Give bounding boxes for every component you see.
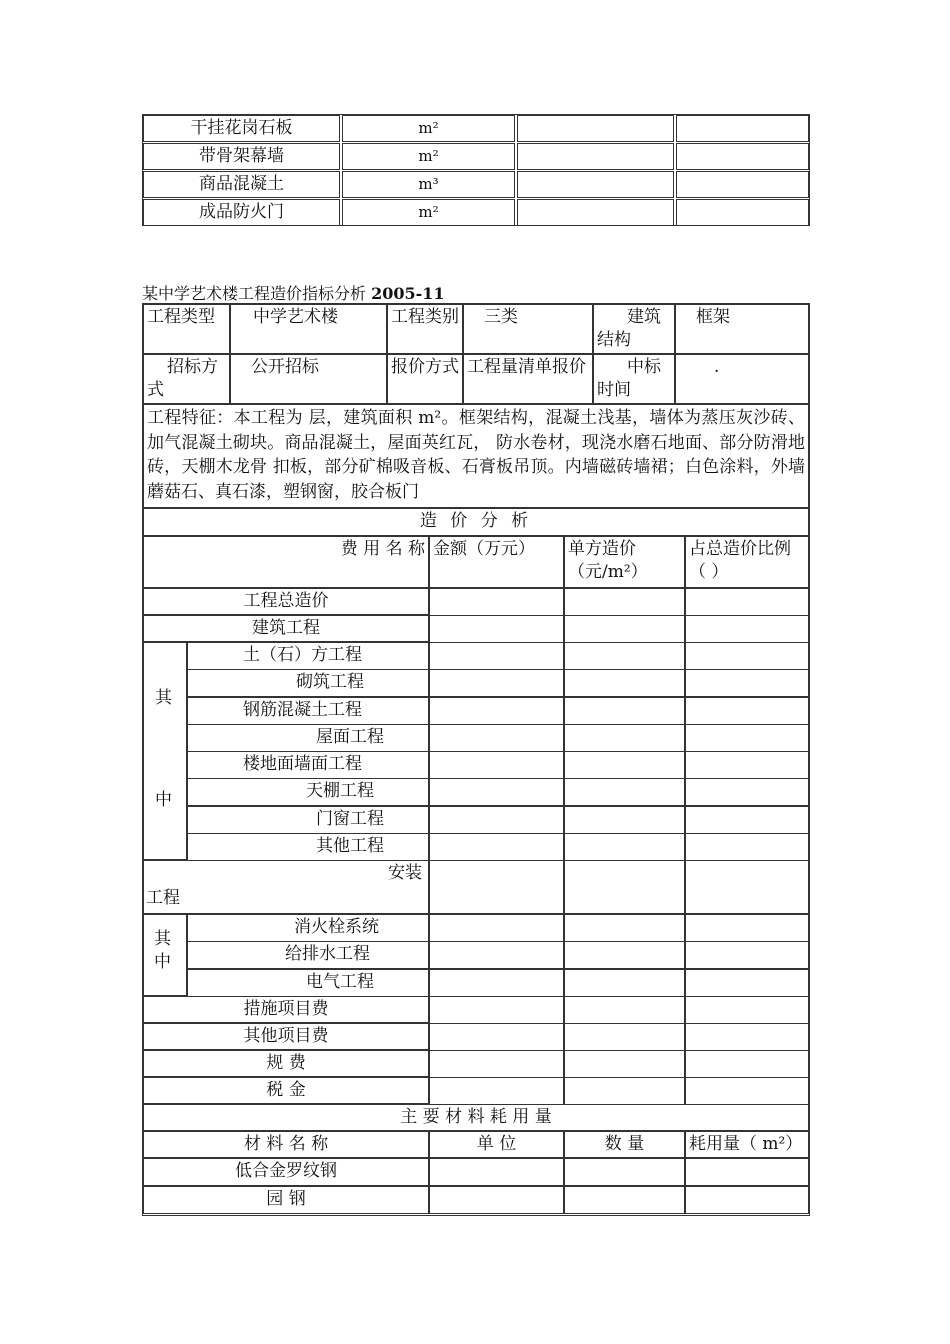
row-fees: 规 费 [143, 1050, 429, 1077]
value-cell [564, 914, 685, 942]
value-cell [429, 860, 564, 914]
install-item: 消火栓系统 [187, 914, 429, 942]
material-row-name: 园 钢 [143, 1186, 429, 1214]
col-amount: 金额（万元） [429, 536, 564, 588]
col-material-name: 材 料 名 称 [143, 1131, 429, 1158]
building-item: 楼地面墙面工程 [187, 751, 429, 779]
install-label-b: 工程 [146, 888, 180, 908]
quote-value: 工程量清单报价 [463, 354, 593, 404]
value-cell [564, 588, 685, 616]
top-row-blank [676, 171, 809, 198]
value-cell [564, 1077, 685, 1105]
col-material-usage: 耗用量（ m²） [685, 1131, 809, 1158]
value-cell [685, 969, 809, 997]
col-material-qty: 数 量 [564, 1131, 685, 1158]
value-cell [685, 833, 809, 861]
value-cell [429, 642, 564, 670]
value-cell [429, 697, 564, 725]
value-cell [429, 588, 564, 616]
project-features: 工程特征：本工程为 层，建筑面积 m²。框架结构，混凝土浅基，墙体为蒸压灰沙砖、加气混凝土砌块。商品混凝土，屋面英红瓦， 防水卷材，现浇水磨石地面、部分防滑地砖，天棚木龙骨 扣板，部分矿棉吸音板、石膏板吊顶。内墙磁砖墙裙；白色涂料，外墙蘑菇石、真石漆，塑钢窗，胶合板门 [143, 404, 809, 508]
value-cell [564, 1050, 685, 1078]
value-cell [685, 1050, 809, 1078]
value-cell [685, 1023, 809, 1051]
value-cell [564, 1023, 685, 1051]
top-row-unit: m² [342, 199, 515, 226]
value-cell [429, 669, 564, 697]
value-cell [429, 724, 564, 752]
building-item: 其他工程 [187, 833, 429, 861]
top-row-blank [676, 199, 809, 226]
material-row-name: 低合金罗纹钢 [143, 1158, 429, 1186]
top-row-unit: m³ [342, 171, 515, 198]
cost-analysis-heading: 造 价 分 析 [143, 508, 809, 536]
value-cell [564, 697, 685, 725]
top-row-blank [517, 171, 674, 198]
value-cell [564, 724, 685, 752]
row-other-items: 其他项目费 [143, 1023, 429, 1050]
top-row-name: 干挂花岗石板 [143, 115, 340, 142]
value-cell [564, 778, 685, 806]
install-breakdown-label: 其 中 [143, 914, 187, 996]
title-text: 某中学艺术楼工程造价指标分析 [142, 284, 372, 303]
value-cell [429, 1158, 564, 1186]
value-cell [564, 1186, 685, 1214]
struct-value: 框架 [675, 304, 809, 354]
top-row-unit: m² [342, 115, 515, 142]
value-cell [429, 1023, 564, 1051]
bid-value: 公开招标 [230, 354, 387, 404]
type-value: 中学艺术楼 [230, 304, 387, 354]
install-item: 给排水工程 [187, 941, 429, 969]
value-cell [564, 615, 685, 643]
value-cell [685, 697, 809, 725]
class-value: 三类 [463, 304, 593, 354]
building-item: 天棚工程 [187, 778, 429, 806]
row-tax: 税 金 [143, 1077, 429, 1104]
value-cell [429, 1050, 564, 1078]
value-cell [564, 969, 685, 997]
value-cell [429, 1186, 564, 1214]
value-cell [564, 996, 685, 1024]
type-label: 工程类型 [143, 304, 230, 354]
value-cell [564, 642, 685, 670]
row-install-works [143, 860, 429, 914]
value-cell [685, 1158, 809, 1186]
top-row-name: 成品防火门 [143, 199, 340, 226]
col-unit-price: 单方造价（元/m²） [564, 536, 685, 588]
value-cell [685, 724, 809, 752]
top-row-unit: m² [342, 143, 515, 170]
qi-char: 其 [155, 688, 172, 708]
top-row-blank [517, 115, 674, 142]
building-item: 屋面工程 [187, 724, 429, 752]
value-cell [685, 1077, 809, 1105]
value-cell [685, 642, 809, 670]
value-cell [564, 669, 685, 697]
value-cell [685, 778, 809, 806]
top-row-blank [676, 143, 809, 170]
building-item: 门窗工程 [187, 806, 429, 834]
value-cell [685, 941, 809, 969]
top-row-name: 商品混凝土 [143, 171, 340, 198]
col-fee-name: 费 用 名 称 [143, 536, 429, 588]
building-item: 砌筑工程 [187, 669, 429, 697]
value-cell [685, 914, 809, 942]
row-total-cost: 工程总造价 [143, 588, 429, 615]
top-row-blank [517, 199, 674, 226]
value-cell [564, 806, 685, 834]
title-year: 2005-11 [371, 284, 445, 303]
quote-label: 报价方式 [387, 354, 463, 404]
materials-heading: 主 要 材 料 耗 用 量 [143, 1104, 809, 1131]
top-row-blank [517, 143, 674, 170]
row-building-works: 建筑工程 [143, 615, 429, 642]
value-cell [685, 1186, 809, 1214]
top-row-name: 带骨架幕墙 [143, 143, 340, 170]
value-cell [685, 996, 809, 1024]
value-cell [685, 860, 809, 914]
col-ratio: 占总造价比例（ ） [685, 536, 809, 588]
value-cell [685, 588, 809, 616]
top-row-blank [676, 115, 809, 142]
install-label-a: 安装 [388, 863, 422, 883]
value-cell [429, 969, 564, 997]
building-breakdown-label [143, 642, 187, 860]
building-item: 土（石）方工程 [187, 642, 429, 670]
value-cell [685, 669, 809, 697]
value-cell [429, 833, 564, 861]
bid-label: 招标方式 [143, 354, 230, 404]
value-cell [429, 806, 564, 834]
zhong-char: 中 [155, 790, 172, 810]
value-cell [429, 941, 564, 969]
value-cell [429, 778, 564, 806]
value-cell [564, 833, 685, 861]
win-label: 中标时间 [593, 354, 675, 404]
col-material-unit: 单 位 [429, 1131, 564, 1158]
class-label: 工程类别 [387, 304, 463, 354]
value-cell [685, 751, 809, 779]
building-item: 钢筋混凝土工程 [187, 697, 429, 725]
struct-label: 建筑结构 [593, 304, 675, 354]
value-cell [429, 615, 564, 643]
win-value: . [675, 354, 809, 404]
value-cell [429, 996, 564, 1024]
row-measures: 措施项目费 [143, 996, 429, 1023]
install-item: 电气工程 [187, 969, 429, 997]
value-cell [564, 751, 685, 779]
value-cell [429, 751, 564, 779]
value-cell [429, 1077, 564, 1105]
value-cell [564, 860, 685, 914]
value-cell [429, 914, 564, 942]
document-title [142, 281, 445, 304]
value-cell [564, 941, 685, 969]
value-cell [685, 806, 809, 834]
value-cell [564, 1158, 685, 1186]
value-cell [685, 615, 809, 643]
